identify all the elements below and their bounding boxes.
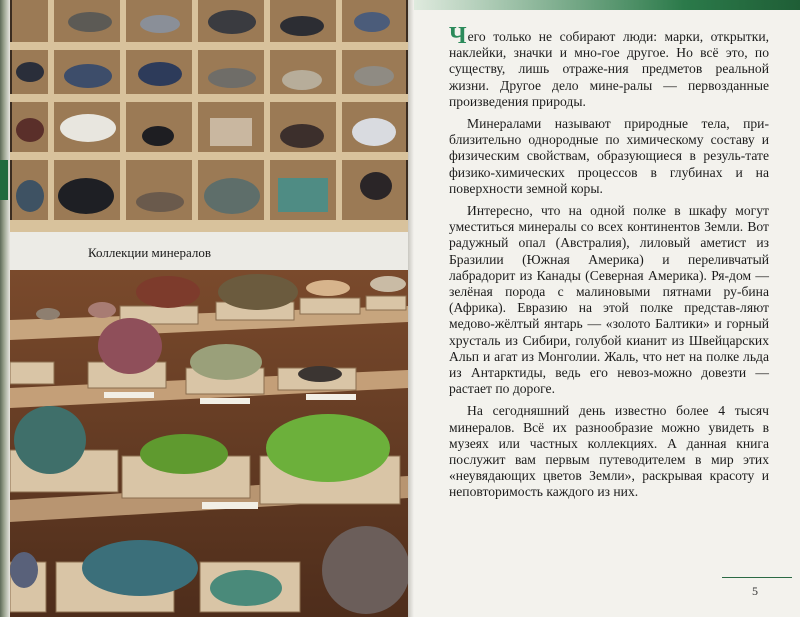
page-number: 5 bbox=[752, 584, 758, 598]
footer-rule bbox=[722, 577, 792, 578]
page-edge-left bbox=[0, 0, 10, 617]
paragraph: Минералами называют природные тела, при-близительно однородные по химическому составу и физическим свойствам, образующиеся в резуль-тате физико-химических процессов в глубинах и на поверхности земной коры. bbox=[449, 116, 769, 196]
mineral-shelf-illustration bbox=[10, 270, 408, 617]
drop-cap: Ч bbox=[449, 23, 467, 49]
paragraph: На сегодняшний день известно более 4 тысяч минералов. Всё их разнообразие можно увидеть в музеях или частных коллекциях. А данная книга послужит вам первым путеводителем в мир этих «неувядающих цветов Земли», раскрывая красоту и неповторимость каждого из них. bbox=[449, 403, 769, 500]
body-text bbox=[449, 23, 769, 507]
paragraph-text: его только не собирают люди: марки, открытки, наклейки, значки и мно-гое другое. Но всё это, по существу, лишь отраже-ния предметов реальной жизни. Другое дело мине-ралы — первозданные произведения природы. bbox=[449, 29, 769, 109]
paragraph bbox=[449, 23, 769, 110]
green-edge-mark bbox=[0, 160, 8, 200]
mineral-shelf-photo bbox=[10, 270, 408, 617]
right-page bbox=[414, 0, 800, 617]
photo-caption: Коллекции минералов bbox=[88, 245, 211, 260]
mineral-box-photo bbox=[10, 0, 408, 232]
paragraph: Интересно, что на одной полке в шкафу могут уместиться минералы со всех континентов Земли. Вот радужный опал (Австралия), лиловый аметист из Бразилии (Южная Америка) и переливчатый лабрадорит из Канады (Северная Америка). Ря-дом — зелёная порода с малиновыми пятнами ру-бина (Африка). Евразию на этой полке представ-ляют медово-жёлтый янтарь — «золото Балтики» и горный хрусталь из Сибири, голубой кианит из Швейцарских Альп и агат из Монголии. Жаль, что нет на полке льда из Антарктиды, ведь его невоз-можно довезти — растает по дороге. bbox=[449, 203, 769, 397]
mineral-box-illustration bbox=[10, 0, 408, 232]
green-header-strip bbox=[414, 0, 800, 10]
